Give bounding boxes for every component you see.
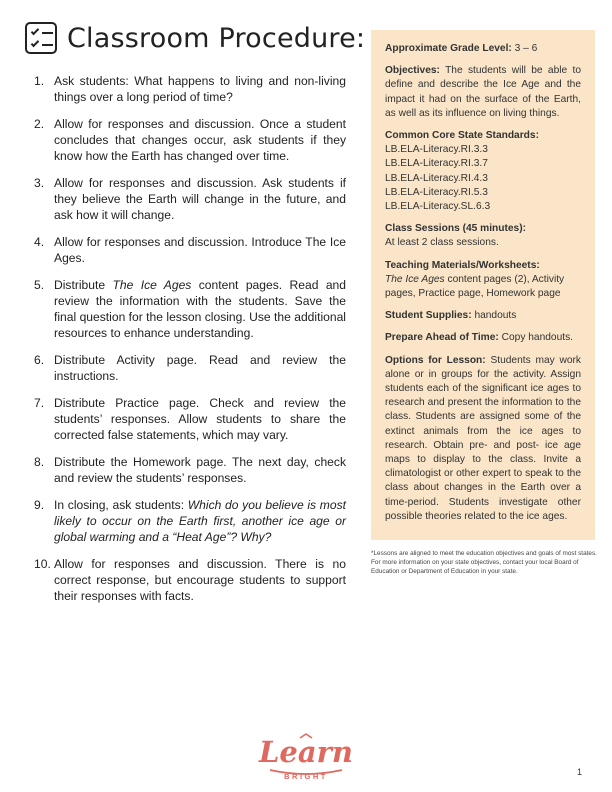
materials-title: The Ice Ages	[385, 273, 445, 285]
objectives	[385, 64, 581, 121]
step-text-segment: Distribute Practice page. Check and review the students’ responses. Allow students to share the corrected false statements, which may vary.	[54, 396, 346, 442]
lesson-info-panel	[371, 30, 595, 540]
step-number: 10.	[34, 557, 51, 571]
objectives-text: The students will be able to define and describe the Ice Age and the impact it had on the surface of the Earth, as well as its influence on living things.	[385, 65, 581, 119]
grade-label: Approximate Grade Level:	[385, 43, 512, 54]
procedure-step	[34, 116, 346, 164]
procedure-step	[34, 497, 346, 545]
procedure-step	[34, 73, 346, 105]
step-text	[54, 556, 346, 604]
procedure-list	[34, 73, 346, 615]
step-number: 2.	[34, 117, 45, 131]
step-text-emphasis: The Ice Ages	[112, 278, 192, 292]
step-text	[54, 175, 346, 223]
supplies-text: handouts	[474, 310, 517, 322]
step-text-segment: Allow for responses and discussion. Introduce The Ice Ages.	[54, 235, 346, 265]
procedure-step	[34, 175, 346, 223]
standard-item: LB.ELA-Literacy.RI.4.3	[385, 172, 488, 184]
standard-item: LB.ELA-Literacy.SL.6.3	[385, 201, 491, 213]
standards	[385, 129, 581, 214]
prepare-text: Copy handouts.	[501, 332, 574, 344]
lesson-options	[385, 354, 581, 524]
standard-item: LB.ELA-Literacy.RI.3.3	[385, 144, 488, 156]
class-sessions	[385, 222, 581, 250]
step-text-segment: Distribute Activity page. Read and review the instructions.	[54, 353, 346, 383]
sessions-label: Class Sessions (45 minutes):	[385, 223, 526, 235]
options-text: Students may work alone or in groups for the activity. Assign students each of the significant ice ages to research and present the information to the class. Students are assigned some of the extinct animals from the ice ages to research. Obtain pre- and post- ice age maps to display to the class. Invite a climatologist or other expert to speak to the class about changes in the Earth over a time-period. Students investigate other possible theories related to the ice ages.	[385, 354, 581, 522]
grade-level	[385, 42, 581, 56]
procedure-step	[34, 454, 346, 486]
step-text-segment: Allow for responses and discussion. There is no correct response, but encourage students to support their responses with facts.	[54, 557, 346, 603]
step-text	[54, 352, 346, 384]
step-number: 1.	[34, 74, 45, 88]
step-number: 8.	[34, 455, 45, 469]
procedure-step	[34, 352, 346, 384]
step-number: 9.	[34, 498, 45, 512]
sessions-text: At least 2 class sessions.	[385, 237, 499, 249]
step-text	[54, 454, 346, 486]
standards-footnote: *Lessons are aligned to meet the education objectives and goals of most states. For more information on your state objectives, contact your local Board of Education or Department of Education in your state.	[371, 550, 597, 575]
objectives-label: Objectives:	[385, 65, 440, 77]
page-header	[25, 22, 365, 54]
procedure-step	[34, 395, 346, 443]
logo-subtitle: BRIGHT	[284, 772, 328, 781]
supplies-label: Student Supplies:	[385, 310, 472, 322]
step-text	[54, 497, 346, 545]
prepare-ahead	[385, 331, 581, 345]
page-title: Classroom Procedure:	[67, 22, 366, 54]
step-text	[54, 277, 346, 341]
page-number: 1	[577, 767, 583, 777]
standard-item: LB.ELA-Literacy.RI.5.3	[385, 186, 488, 198]
procedure-step	[34, 277, 346, 341]
step-text	[54, 116, 346, 164]
step-text	[54, 234, 346, 266]
step-text-segment: Distribute the Homework page. The next day, check and review the students’ responses.	[54, 455, 346, 485]
standard-item: LB.ELA-Literacy.RI.3.7	[385, 158, 488, 170]
step-text	[54, 73, 346, 105]
step-text-segment: Allow for responses and discussion. Ask students if they believe the Earth will change in the future, and ask how it will change.	[54, 176, 346, 222]
teaching-materials	[385, 259, 581, 302]
materials-text: content pages (2), Activity pages, Practice page, Homework page	[385, 273, 565, 300]
step-number: 6.	[34, 353, 45, 367]
learn-bright-logo	[256, 733, 356, 783]
step-text-segment: Allow for responses and discussion. Once a student concludes that changes occur, ask students if they know how the Earth has changed over time.	[54, 117, 346, 163]
prepare-label: Prepare Ahead of Time:	[385, 332, 499, 344]
step-number: 4.	[34, 235, 45, 249]
step-number: 5.	[34, 278, 45, 292]
grade-value: 3 – 6	[514, 43, 538, 54]
step-text-emphasis: Which do you believe is most likely to occur on the Earth first, another ice age or global warming and a “Heat Age”? Why?	[54, 498, 346, 544]
procedure-step	[34, 556, 346, 604]
step-text-segment: In closing, ask students:	[54, 498, 188, 512]
checklist-icon	[25, 22, 57, 54]
logo-wordmark: Learn	[259, 735, 353, 769]
options-label: Options for Lesson:	[385, 354, 486, 366]
student-supplies	[385, 309, 581, 323]
step-text-segment: Distribute	[54, 278, 113, 292]
step-text-segment: Ask students: What happens to living and non-living things over a long period of time?	[54, 74, 346, 104]
step-number: 7.	[34, 396, 45, 410]
step-number: 3.	[34, 176, 45, 190]
standards-label: Common Core State Standards:	[385, 130, 539, 142]
step-text	[54, 395, 346, 443]
materials-label: Teaching Materials/Worksheets:	[385, 259, 540, 271]
step-text-segment: content pages. Read and review the information with the students. Save the final question for the lesson closing. Use the additional resources to enhance understanding.	[54, 278, 346, 340]
procedure-step	[34, 234, 346, 266]
